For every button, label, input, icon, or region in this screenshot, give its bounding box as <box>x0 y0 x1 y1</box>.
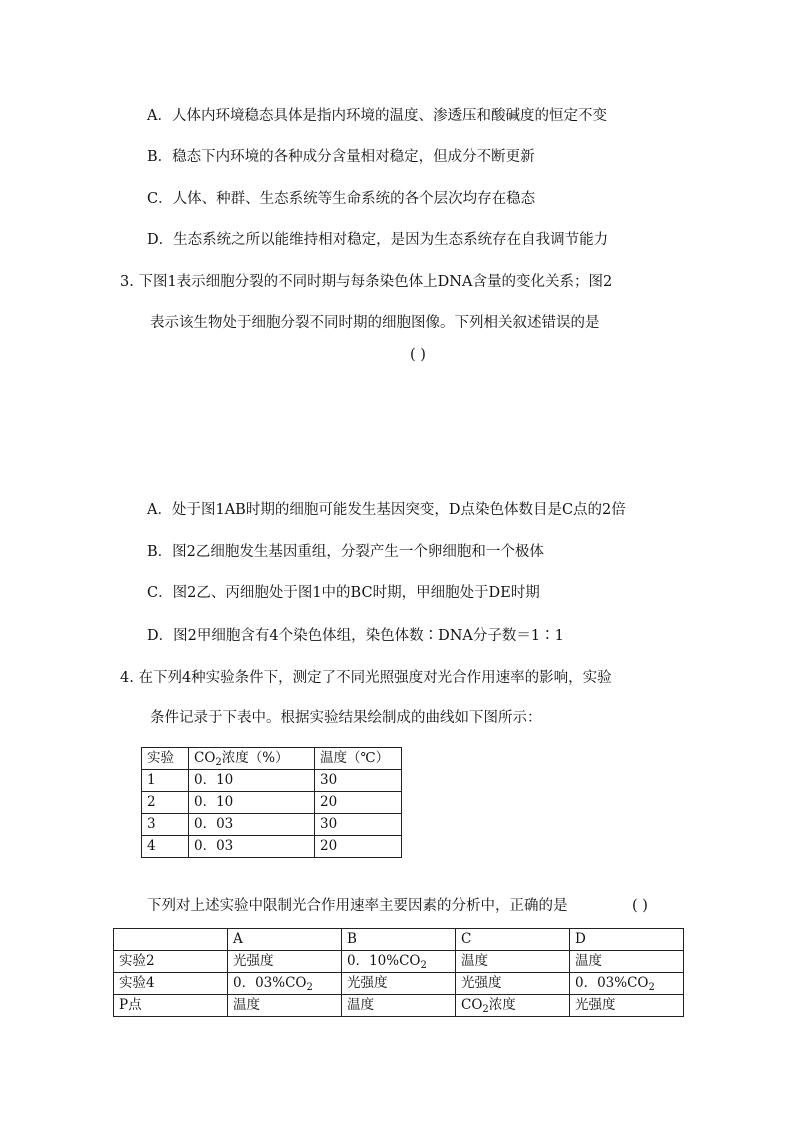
table-cell: 光强度 <box>570 995 684 1017</box>
table-row <box>114 951 684 973</box>
q3-option-b: B．图2乙细胞发生基因重组，分裂产生一个卵细胞和一个极体 <box>147 544 544 560</box>
experiment-conditions-table <box>141 747 402 858</box>
table-row <box>142 836 402 858</box>
table-header-row <box>114 929 684 951</box>
table-cell: 2 <box>142 792 189 814</box>
table-cell: 20 <box>315 836 402 858</box>
q3-answer-paren: ( ) <box>410 347 426 363</box>
table-cell: 光强度 <box>228 951 342 973</box>
table-cell: 0．10 <box>189 770 315 792</box>
table-row <box>142 814 402 836</box>
q4-stem-line1: 4. 在下列4种实验条件下，测定了不同光照强度对光合作用速率的影响，实验 <box>120 670 612 686</box>
table-cell: 1 <box>142 770 189 792</box>
q2-option-c: C．人体、种群、生态系统等生命系统的各个层次均存在稳态 <box>147 191 536 207</box>
table-cell: 0．$10\%CO_2$ <box>342 951 456 973</box>
table-row <box>114 995 684 1017</box>
header-cell: B <box>342 929 456 951</box>
header-cell: 温度（℃） <box>315 748 402 770</box>
q4-question: 下列对上述实验中限制光合作用速率主要因素的分析中，正确的是 <box>147 898 568 914</box>
table-cell: 温度 <box>342 995 456 1017</box>
q3-option-a: A．处于图1AB时期的细胞可能发生基因突变，D点染色体数目是C点的2倍 <box>147 502 626 518</box>
table-row <box>142 792 402 814</box>
table-header-row <box>142 748 402 770</box>
row-label: P点 <box>114 995 228 1017</box>
table-cell: 20 <box>315 792 402 814</box>
table-cell: 4 <box>142 836 189 858</box>
q2-option-a: A．人体内环境稳态具体是指内环境的温度、渗透压和酸碱度的恒定不变 <box>147 108 607 124</box>
row-label: 实验2 <box>114 951 228 973</box>
q3-option-d: D．图2甲细胞含有4个染色体组，染色体数∶DNA分子数＝1∶1 <box>147 628 564 644</box>
q3-stem-line2: 表示该生物处于细胞分裂不同时期的细胞图像。下列相关叙述错误的是 <box>150 315 600 331</box>
table-cell: 0．$03\%CO_2$ <box>228 973 342 995</box>
table-row <box>142 770 402 792</box>
factor-analysis-table <box>113 928 684 1017</box>
table-cell: $CO_2$浓度 <box>456 995 570 1017</box>
table-cell: 0．03 <box>189 836 315 858</box>
q4-answer-paren: ( ) <box>632 898 648 914</box>
table-cell: 温度 <box>228 995 342 1017</box>
q3-option-c: C．图2乙、丙细胞处于图1中的BC时期，甲细胞处于DE时期 <box>147 585 540 601</box>
table-cell: 0．03 <box>189 814 315 836</box>
table-cell: 30 <box>315 814 402 836</box>
table-cell: 温度 <box>456 951 570 973</box>
header-cell: C <box>456 929 570 951</box>
header-cell <box>114 929 228 951</box>
q2-option-d: D．生态系统之所以能维持相对稳定，是因为生态系统存在自我调节能力 <box>147 232 609 248</box>
row-label: 实验4 <box>114 973 228 995</box>
table-row <box>114 973 684 995</box>
table-cell: 30 <box>315 770 402 792</box>
header-cell: D <box>570 929 684 951</box>
table-cell: 光强度 <box>342 973 456 995</box>
table-cell: 光强度 <box>456 973 570 995</box>
q4-stem-line2: 条件记录于下表中。根据实验结果绘制成的曲线如下图所示： <box>150 710 542 726</box>
table-cell: 3 <box>142 814 189 836</box>
q3-stem-line1: 3. 下图1表示细胞分裂的不同时期与每条染色体上DNA含量的变化关系；图2 <box>120 274 613 290</box>
header-cell: $CO_2$浓度（%） <box>189 748 315 770</box>
table-cell: 0．10 <box>189 792 315 814</box>
header-cell: A <box>228 929 342 951</box>
table-cell: 0．$03\%CO_2$ <box>570 973 684 995</box>
table-cell: 温度 <box>570 951 684 973</box>
q2-option-b: B．稳态下内环境的各种成分含量相对稳定，但成分不断更新 <box>147 149 535 165</box>
header-cell: 实验 <box>142 748 189 770</box>
